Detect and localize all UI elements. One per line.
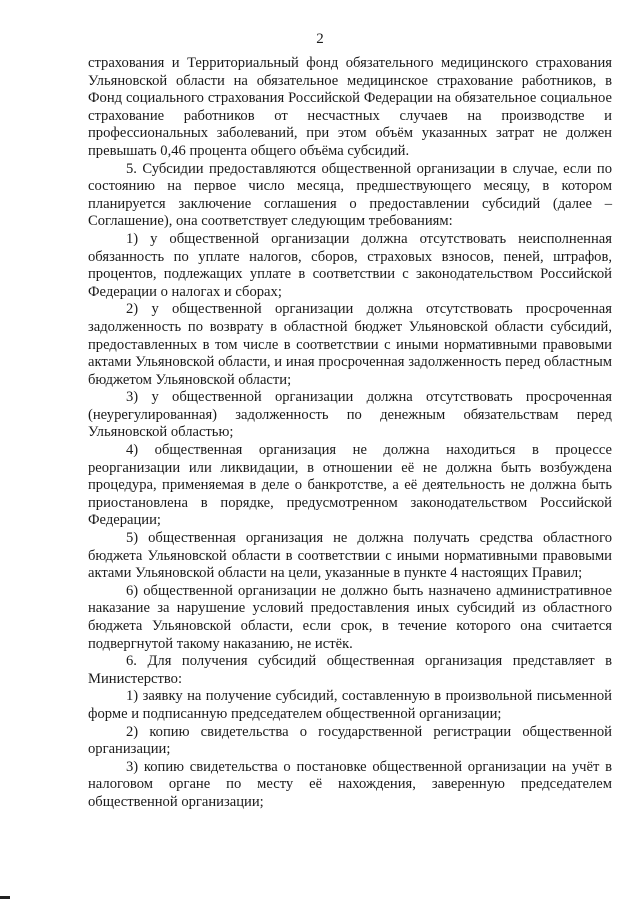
scan-edge-mark	[0, 896, 10, 899]
paragraph-5: 3) у общественной организации должна отсутствовать просроченная (неурегулированная) задолженность по денежным обязательствам перед Ульяновской областью;	[88, 389, 612, 441]
paragraph-1: страхования и Территориальный фонд обязательного медицинского страхования Ульяновской области на обязательное медицинское страхование работников, в Фонд социального страхования Российской Федерации на обязательное социальное страхование работников от несчастных случаев на производстве и профессиональных заболеваний, при этом объём указанных затрат не должен превышать 0,46 процента общего объёма субсидий.	[88, 55, 612, 159]
paragraph-9: 6. Для получения субсидий общественная организация представляет в Министерство:	[88, 653, 612, 687]
paragraph-11: 2) копию свидетельства о государственной регистрации общественной организации;	[88, 723, 612, 758]
paragraph-12: 3) копию свидетельства о постановке общественной организации на учёт в налоговом органе по месту её нахождения, заверенную председателем общественной организации;	[88, 758, 612, 810]
document-body	[88, 55, 612, 812]
page-number: 2	[316, 31, 324, 47]
paragraph-4: 2) у общественной организации должна отсутствовать просроченная задолженность по возврату в областной бюджет Ульяновской области субсидий, предоставленных в том числе в соответствии с иными нормативными правовыми актами Ульяновской области, и иная просроченная задолженность перед областным бюджетом Ульяновской области;	[88, 301, 612, 388]
paragraph-2: 5. Субсидии предоставляются общественной организации в случае, если по состоянию на первое число месяца, предшествующего месяцу, в котором планируется заключение соглашения о предоставлении субсидий (далее – Соглашение), она соответствует следующим требованиям:	[88, 160, 612, 230]
paragraph-8: 6) общественной организации не должно быть назначено административное наказание за нарушение условий предоставления иных субсидий из областного бюджета Ульяновской области, если срок, в течение которого она считается подвергнутой такому наказанию, не истёк.	[88, 582, 612, 652]
paragraph-6: 4) общественная организация не должна находиться в процессе реорганизации или ликвидации, в отношении её не должна быть возбуждена процедура, применяемая в деле о банкротстве, а её деятельность не должна быть приостановлена в порядке, предусмотренном законодательством Российской Федерации;	[88, 442, 612, 529]
paragraph-7: 5) общественная организация не должна получать средства областного бюджета Ульяновской области в соответствии с иными нормативными правовыми актами Ульяновской области на цели, указанные в пункте 4 настоящих Правил;	[88, 530, 612, 582]
paragraph-3: 1) у общественной организации должна отсутствовать неисполненная обязанность по уплате налогов, сборов, страховых взносов, пеней, штрафов, процентов, подлежащих уплате в соответствии с законодательством Российской Федерации о налогах и сборах;	[88, 230, 612, 300]
paragraph-10: 1) заявку на получение субсидий, составленную в произвольной письменной форме и подписанную председателем общественной организации;	[88, 688, 612, 722]
